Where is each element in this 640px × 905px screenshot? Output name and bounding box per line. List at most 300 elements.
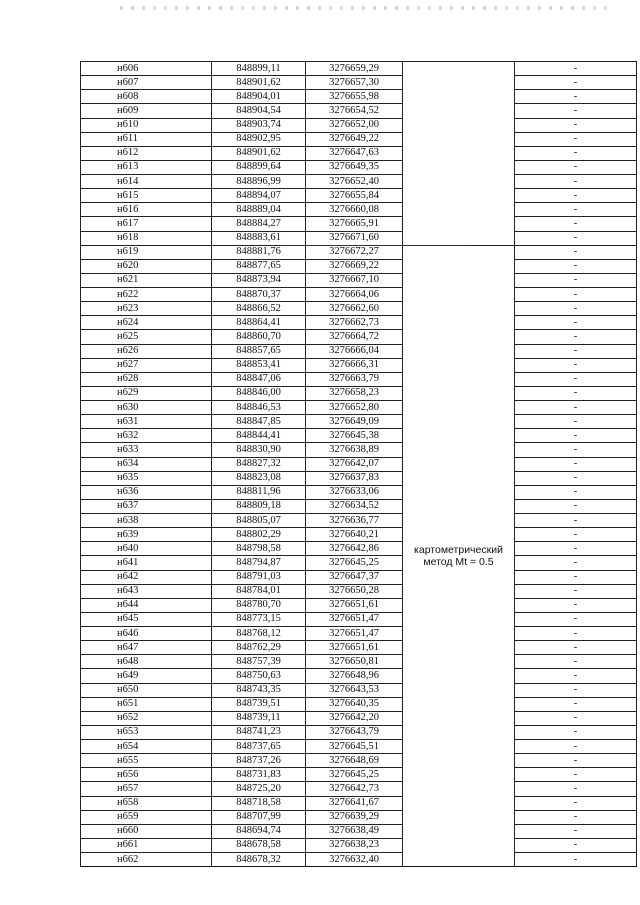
x-coordinate-cell: 848694,74 xyxy=(212,824,306,838)
accuracy-cell: - xyxy=(515,556,637,570)
x-coordinate-cell: 848725,20 xyxy=(212,782,306,796)
y-coordinate-cell: 3276664,06 xyxy=(306,288,403,302)
y-coordinate-cell: 3276645,25 xyxy=(306,556,403,570)
accuracy-cell: - xyxy=(515,499,637,513)
method-cell-empty xyxy=(403,90,515,104)
accuracy-cell: - xyxy=(515,528,637,542)
x-coordinate-cell: 848678,58 xyxy=(212,838,306,852)
accuracy-cell: - xyxy=(515,160,637,174)
y-coordinate-cell: 3276645,51 xyxy=(306,740,403,754)
method-cell-empty xyxy=(403,160,515,174)
accuracy-cell: - xyxy=(515,782,637,796)
x-coordinate-cell: 848860,70 xyxy=(212,330,306,344)
y-coordinate-cell: 3276663,79 xyxy=(306,372,403,386)
accuracy-cell: - xyxy=(515,273,637,287)
table-row xyxy=(81,641,637,655)
x-coordinate-cell: 848904,01 xyxy=(212,90,306,104)
table-row xyxy=(81,358,637,372)
table-row xyxy=(81,471,637,485)
accuracy-cell: - xyxy=(515,372,637,386)
table-row xyxy=(81,556,637,570)
table-row xyxy=(81,655,637,669)
table-row xyxy=(81,175,637,189)
x-coordinate-cell: 848866,52 xyxy=(212,302,306,316)
point-name-cell: н636 xyxy=(81,485,212,499)
x-coordinate-cell: 848846,53 xyxy=(212,401,306,415)
accuracy-cell: - xyxy=(515,358,637,372)
x-coordinate-cell: 848707,99 xyxy=(212,810,306,824)
table-row xyxy=(81,697,637,711)
point-name-cell: н622 xyxy=(81,288,212,302)
table-row xyxy=(81,838,637,852)
y-coordinate-cell: 3276649,09 xyxy=(306,415,403,429)
accuracy-cell: - xyxy=(515,824,637,838)
table-row xyxy=(81,288,637,302)
point-name-cell: н620 xyxy=(81,259,212,273)
y-coordinate-cell: 3276632,40 xyxy=(306,853,403,867)
y-coordinate-cell: 3276640,35 xyxy=(306,697,403,711)
accuracy-cell: - xyxy=(515,598,637,612)
x-coordinate-cell: 848780,70 xyxy=(212,598,306,612)
point-name-cell: н643 xyxy=(81,584,212,598)
x-coordinate-cell: 848791,03 xyxy=(212,570,306,584)
x-coordinate-cell: 848902,95 xyxy=(212,132,306,146)
point-name-cell: н608 xyxy=(81,90,212,104)
point-name-cell: н631 xyxy=(81,415,212,429)
accuracy-cell: - xyxy=(515,146,637,160)
scan-line-artifact xyxy=(280,245,470,246)
x-coordinate-cell: 848757,39 xyxy=(212,655,306,669)
x-coordinate-cell: 848830,90 xyxy=(212,443,306,457)
y-coordinate-cell: 3276657,30 xyxy=(306,76,403,90)
table-row xyxy=(81,528,637,542)
accuracy-cell: - xyxy=(515,810,637,824)
point-name-cell: н651 xyxy=(81,697,212,711)
y-coordinate-cell: 3276648,69 xyxy=(306,754,403,768)
y-coordinate-cell: 3276662,73 xyxy=(306,316,403,330)
y-coordinate-cell: 3276652,00 xyxy=(306,118,403,132)
table-row xyxy=(81,754,637,768)
y-coordinate-cell: 3276669,22 xyxy=(306,259,403,273)
table-row xyxy=(81,824,637,838)
accuracy-cell: - xyxy=(515,259,637,273)
table-row xyxy=(81,415,637,429)
y-coordinate-cell: 3276659,29 xyxy=(306,62,403,76)
x-coordinate-cell: 848741,23 xyxy=(212,725,306,739)
table-row xyxy=(81,485,637,499)
y-coordinate-cell: 3276651,61 xyxy=(306,598,403,612)
x-coordinate-cell: 848853,41 xyxy=(212,358,306,372)
y-coordinate-cell: 3276652,80 xyxy=(306,401,403,415)
table-row xyxy=(81,245,637,259)
table-row xyxy=(81,570,637,584)
point-name-cell: н625 xyxy=(81,330,212,344)
y-coordinate-cell: 3276647,37 xyxy=(306,570,403,584)
x-coordinate-cell: 848903,74 xyxy=(212,118,306,132)
point-name-cell: н613 xyxy=(81,160,212,174)
accuracy-cell: - xyxy=(515,245,637,259)
x-coordinate-cell: 848718,58 xyxy=(212,796,306,810)
table-row xyxy=(81,499,637,513)
method-cell-empty xyxy=(403,217,515,231)
point-name-cell: н618 xyxy=(81,231,212,245)
accuracy-cell: - xyxy=(515,683,637,697)
accuracy-cell: - xyxy=(515,443,637,457)
accuracy-cell: - xyxy=(515,288,637,302)
table-row xyxy=(81,104,637,118)
y-coordinate-cell: 3276642,86 xyxy=(306,542,403,556)
accuracy-cell: - xyxy=(515,655,637,669)
accuracy-cell: - xyxy=(515,725,637,739)
x-coordinate-cell: 848883,61 xyxy=(212,231,306,245)
x-coordinate-cell: 848899,11 xyxy=(212,62,306,76)
method-cell-empty xyxy=(403,62,515,76)
table-row xyxy=(81,853,637,867)
point-name-cell: н653 xyxy=(81,725,212,739)
table-row xyxy=(81,316,637,330)
x-coordinate-cell: 848811,96 xyxy=(212,485,306,499)
point-name-cell: н624 xyxy=(81,316,212,330)
y-coordinate-cell: 3276641,67 xyxy=(306,796,403,810)
accuracy-cell: - xyxy=(515,612,637,626)
accuracy-cell: - xyxy=(515,203,637,217)
method-cell-empty xyxy=(403,231,515,245)
table-row xyxy=(81,782,637,796)
y-coordinate-cell: 3276642,73 xyxy=(306,782,403,796)
x-coordinate-cell: 848823,08 xyxy=(212,471,306,485)
accuracy-cell: - xyxy=(515,62,637,76)
x-coordinate-cell: 848809,18 xyxy=(212,499,306,513)
table-row xyxy=(81,429,637,443)
point-name-cell: н639 xyxy=(81,528,212,542)
y-coordinate-cell: 3276636,77 xyxy=(306,514,403,528)
accuracy-cell: - xyxy=(515,429,637,443)
point-name-cell: н650 xyxy=(81,683,212,697)
y-coordinate-cell: 3276633,06 xyxy=(306,485,403,499)
point-name-cell: н615 xyxy=(81,189,212,203)
x-coordinate-cell: 848894,07 xyxy=(212,189,306,203)
y-coordinate-cell: 3276654,52 xyxy=(306,104,403,118)
table-row xyxy=(81,160,637,174)
accuracy-cell: - xyxy=(515,669,637,683)
x-coordinate-cell: 848802,29 xyxy=(212,528,306,542)
table-row xyxy=(81,768,637,782)
point-name-cell: н646 xyxy=(81,627,212,641)
y-coordinate-cell: 3276655,98 xyxy=(306,90,403,104)
accuracy-cell: - xyxy=(515,514,637,528)
table-row xyxy=(81,90,637,104)
table-row xyxy=(81,231,637,245)
accuracy-cell: - xyxy=(515,711,637,725)
point-name-cell: н610 xyxy=(81,118,212,132)
table-row xyxy=(81,669,637,683)
table-row xyxy=(81,627,637,641)
accuracy-cell: - xyxy=(515,104,637,118)
accuracy-cell: - xyxy=(515,641,637,655)
point-name-cell: н607 xyxy=(81,76,212,90)
method-cell-empty xyxy=(403,189,515,203)
table-row xyxy=(81,132,637,146)
point-name-cell: н632 xyxy=(81,429,212,443)
table-row xyxy=(81,76,637,90)
x-coordinate-cell: 848827,32 xyxy=(212,457,306,471)
point-name-cell: н621 xyxy=(81,273,212,287)
accuracy-cell: - xyxy=(515,330,637,344)
point-name-cell: н647 xyxy=(81,641,212,655)
y-coordinate-cell: 3276645,25 xyxy=(306,768,403,782)
point-name-cell: н628 xyxy=(81,372,212,386)
table-row xyxy=(81,683,637,697)
x-coordinate-cell: 848773,15 xyxy=(212,612,306,626)
table-row xyxy=(81,612,637,626)
accuracy-cell: - xyxy=(515,570,637,584)
accuracy-cell: - xyxy=(515,118,637,132)
accuracy-cell: - xyxy=(515,584,637,598)
accuracy-cell: - xyxy=(515,175,637,189)
point-name-cell: н619 xyxy=(81,245,212,259)
point-name-cell: н627 xyxy=(81,358,212,372)
accuracy-cell: - xyxy=(515,853,637,867)
x-coordinate-cell: 848881,76 xyxy=(212,245,306,259)
accuracy-cell: - xyxy=(515,838,637,852)
point-name-cell: н612 xyxy=(81,146,212,160)
point-name-cell: н634 xyxy=(81,457,212,471)
y-coordinate-cell: 3276667,10 xyxy=(306,273,403,287)
table-row xyxy=(81,203,637,217)
table-row xyxy=(81,372,637,386)
point-name-cell: н606 xyxy=(81,62,212,76)
x-coordinate-cell: 848901,62 xyxy=(212,146,306,160)
table-row xyxy=(81,711,637,725)
accuracy-cell: - xyxy=(515,415,637,429)
accuracy-cell: - xyxy=(515,627,637,641)
table-row xyxy=(81,146,637,160)
table-row xyxy=(81,542,637,556)
method-cell-empty xyxy=(403,76,515,90)
point-name-cell: н609 xyxy=(81,104,212,118)
accuracy-cell: - xyxy=(515,471,637,485)
point-name-cell: н614 xyxy=(81,175,212,189)
table-row xyxy=(81,330,637,344)
y-coordinate-cell: 3276662,60 xyxy=(306,302,403,316)
x-coordinate-cell: 848743,35 xyxy=(212,683,306,697)
y-coordinate-cell: 3276647,63 xyxy=(306,146,403,160)
accuracy-cell: - xyxy=(515,754,637,768)
x-coordinate-cell: 848739,51 xyxy=(212,697,306,711)
x-coordinate-cell: 848877,65 xyxy=(212,259,306,273)
accuracy-cell: - xyxy=(515,740,637,754)
table-row xyxy=(81,443,637,457)
point-name-cell: н642 xyxy=(81,570,212,584)
point-name-cell: н637 xyxy=(81,499,212,513)
x-coordinate-cell: 848798,58 xyxy=(212,542,306,556)
x-coordinate-cell: 848864,41 xyxy=(212,316,306,330)
accuracy-cell: - xyxy=(515,231,637,245)
point-name-cell: н661 xyxy=(81,838,212,852)
accuracy-cell: - xyxy=(515,76,637,90)
point-name-cell: н626 xyxy=(81,344,212,358)
x-coordinate-cell: 848844,41 xyxy=(212,429,306,443)
y-coordinate-cell: 3276666,31 xyxy=(306,358,403,372)
accuracy-cell: - xyxy=(515,386,637,400)
accuracy-cell: - xyxy=(515,768,637,782)
table-row xyxy=(81,401,637,415)
x-coordinate-cell: 848873,94 xyxy=(212,273,306,287)
y-coordinate-cell: 3276649,35 xyxy=(306,160,403,174)
point-name-cell: н657 xyxy=(81,782,212,796)
table-row xyxy=(81,273,637,287)
x-coordinate-cell: 848737,26 xyxy=(212,754,306,768)
table-row xyxy=(81,62,637,76)
table-row xyxy=(81,598,637,612)
y-coordinate-cell: 3276650,28 xyxy=(306,584,403,598)
y-coordinate-cell: 3276634,52 xyxy=(306,499,403,513)
accuracy-cell: - xyxy=(515,401,637,415)
y-coordinate-cell: 3276651,47 xyxy=(306,627,403,641)
y-coordinate-cell: 3276638,89 xyxy=(306,443,403,457)
y-coordinate-cell: 3276665,91 xyxy=(306,217,403,231)
x-coordinate-cell: 848901,62 xyxy=(212,76,306,90)
table-row xyxy=(81,302,637,316)
y-coordinate-cell: 3276638,23 xyxy=(306,838,403,852)
accuracy-cell: - xyxy=(515,457,637,471)
point-name-cell: н641 xyxy=(81,556,212,570)
table-row xyxy=(81,189,637,203)
accuracy-cell: - xyxy=(515,132,637,146)
point-name-cell: н638 xyxy=(81,514,212,528)
accuracy-cell: - xyxy=(515,302,637,316)
y-coordinate-cell: 3276645,38 xyxy=(306,429,403,443)
x-coordinate-cell: 848857,65 xyxy=(212,344,306,358)
y-coordinate-cell: 3276642,07 xyxy=(306,457,403,471)
coordinates-table xyxy=(80,61,637,867)
x-coordinate-cell: 848846,00 xyxy=(212,386,306,400)
x-coordinate-cell: 848884,27 xyxy=(212,217,306,231)
table-row xyxy=(81,217,637,231)
accuracy-cell: - xyxy=(515,189,637,203)
x-coordinate-cell: 848847,06 xyxy=(212,372,306,386)
table-row xyxy=(81,740,637,754)
y-coordinate-cell: 3276658,23 xyxy=(306,386,403,400)
accuracy-cell: - xyxy=(515,316,637,330)
table-row xyxy=(81,344,637,358)
y-coordinate-cell: 3276638,49 xyxy=(306,824,403,838)
method-cell-empty xyxy=(403,203,515,217)
x-coordinate-cell: 848847,85 xyxy=(212,415,306,429)
point-name-cell: н652 xyxy=(81,711,212,725)
x-coordinate-cell: 848768,12 xyxy=(212,627,306,641)
accuracy-cell: - xyxy=(515,217,637,231)
y-coordinate-cell: 3276643,53 xyxy=(306,683,403,697)
y-coordinate-cell: 3276666,04 xyxy=(306,344,403,358)
x-coordinate-cell: 848870,37 xyxy=(212,288,306,302)
y-coordinate-cell: 3276672,27 xyxy=(306,245,403,259)
point-name-cell: н635 xyxy=(81,471,212,485)
x-coordinate-cell: 848794,87 xyxy=(212,556,306,570)
x-coordinate-cell: 848899,64 xyxy=(212,160,306,174)
accuracy-cell: - xyxy=(515,485,637,499)
x-coordinate-cell: 848889,04 xyxy=(212,203,306,217)
accuracy-cell: - xyxy=(515,697,637,711)
x-coordinate-cell: 848896,99 xyxy=(212,175,306,189)
point-name-cell: н649 xyxy=(81,669,212,683)
table-row xyxy=(81,796,637,810)
y-coordinate-cell: 3276664,72 xyxy=(306,330,403,344)
accuracy-cell: - xyxy=(515,542,637,556)
method-cell-empty xyxy=(403,175,515,189)
y-coordinate-cell: 3276650,81 xyxy=(306,655,403,669)
point-name-cell: н654 xyxy=(81,740,212,754)
y-coordinate-cell: 3276652,40 xyxy=(306,175,403,189)
point-name-cell: н658 xyxy=(81,796,212,810)
method-cell-empty xyxy=(403,104,515,118)
method-cell-empty xyxy=(403,132,515,146)
table-row xyxy=(81,118,637,132)
point-name-cell: н640 xyxy=(81,542,212,556)
x-coordinate-cell: 848762,29 xyxy=(212,641,306,655)
point-name-cell: н656 xyxy=(81,768,212,782)
point-name-cell: н660 xyxy=(81,824,212,838)
y-coordinate-cell: 3276640,21 xyxy=(306,528,403,542)
table-row xyxy=(81,810,637,824)
table-row xyxy=(81,725,637,739)
accuracy-cell: - xyxy=(515,796,637,810)
point-name-cell: н617 xyxy=(81,217,212,231)
y-coordinate-cell: 3276655,84 xyxy=(306,189,403,203)
table-row xyxy=(81,584,637,598)
x-coordinate-cell: 848805,07 xyxy=(212,514,306,528)
x-coordinate-cell: 848737,65 xyxy=(212,740,306,754)
method-cell: картометрический метод Mt = 0.5 xyxy=(403,245,515,867)
scan-artifact xyxy=(120,6,610,10)
accuracy-cell: - xyxy=(515,344,637,358)
point-name-cell: н630 xyxy=(81,401,212,415)
method-cell-empty xyxy=(403,118,515,132)
point-name-cell: н648 xyxy=(81,655,212,669)
point-name-cell: н629 xyxy=(81,386,212,400)
x-coordinate-cell: 848750,63 xyxy=(212,669,306,683)
y-coordinate-cell: 3276651,61 xyxy=(306,641,403,655)
point-name-cell: н623 xyxy=(81,302,212,316)
y-coordinate-cell: 3276671,60 xyxy=(306,231,403,245)
point-name-cell: н644 xyxy=(81,598,212,612)
y-coordinate-cell: 3276651,47 xyxy=(306,612,403,626)
y-coordinate-cell: 3276639,29 xyxy=(306,810,403,824)
x-coordinate-cell: 848904,54 xyxy=(212,104,306,118)
point-name-cell: н616 xyxy=(81,203,212,217)
y-coordinate-cell: 3276648,96 xyxy=(306,669,403,683)
point-name-cell: н659 xyxy=(81,810,212,824)
coordinates-table-body xyxy=(81,62,637,867)
table-row xyxy=(81,386,637,400)
table-row xyxy=(81,259,637,273)
x-coordinate-cell: 848678,32 xyxy=(212,853,306,867)
point-name-cell: н633 xyxy=(81,443,212,457)
y-coordinate-cell: 3276643,79 xyxy=(306,725,403,739)
table-row xyxy=(81,457,637,471)
x-coordinate-cell: 848731,83 xyxy=(212,768,306,782)
point-name-cell: н645 xyxy=(81,612,212,626)
point-name-cell: н662 xyxy=(81,853,212,867)
point-name-cell: н611 xyxy=(81,132,212,146)
accuracy-cell: - xyxy=(515,90,637,104)
x-coordinate-cell: 848739,11 xyxy=(212,711,306,725)
x-coordinate-cell: 848784,01 xyxy=(212,584,306,598)
y-coordinate-cell: 3276642,20 xyxy=(306,711,403,725)
y-coordinate-cell: 3276649,22 xyxy=(306,132,403,146)
y-coordinate-cell: 3276660,08 xyxy=(306,203,403,217)
point-name-cell: н655 xyxy=(81,754,212,768)
